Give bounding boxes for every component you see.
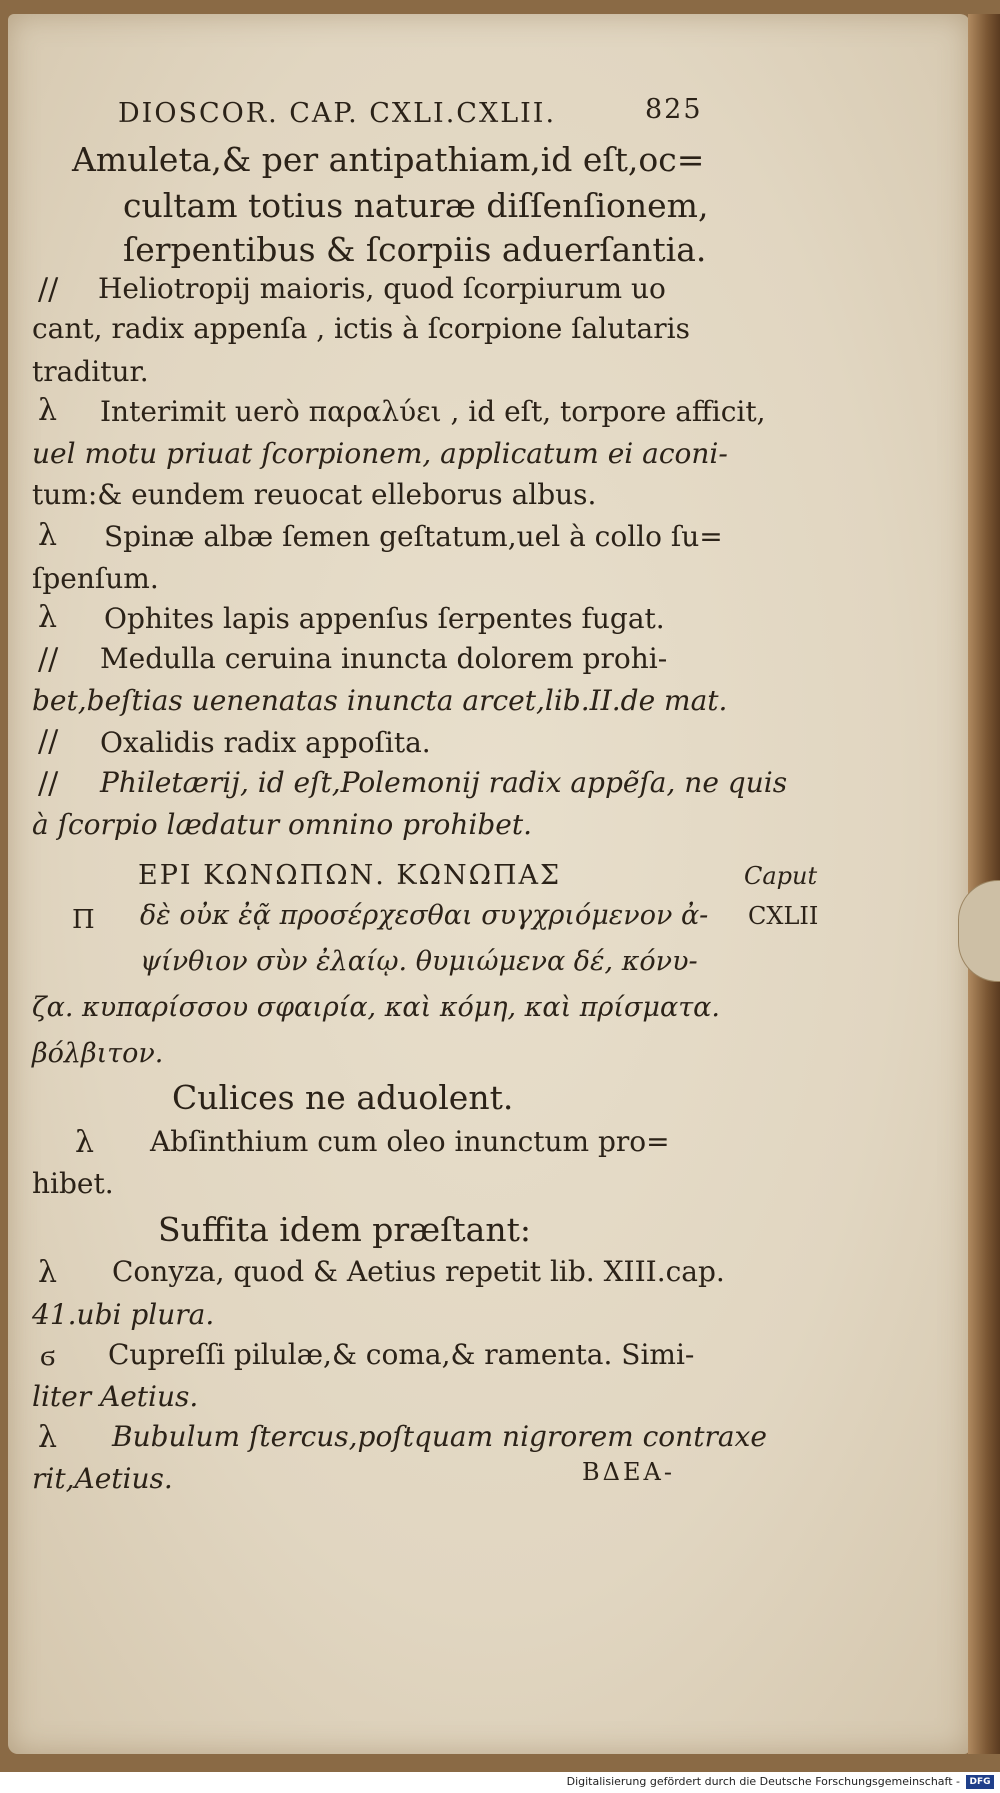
greek-line5: βόλβιτον. [32,1038,164,1069]
greek-line2: δὲ οὐκ ἐᾷ προσέρχεσθαι συγχριόμενον ἀ- [140,900,709,931]
entry-ophites: Ophites lapis appenſus ſerpentes fugat. [104,602,665,635]
entry-conyza-line1: Conyza, quod & Aetius repetit lib. XIII.cap. [112,1255,725,1288]
margin-mark: λ [38,600,58,635]
entry-cupressus-line2: liter Aetius. [32,1380,199,1413]
entry-absinthium-line2: hibet. [32,1167,114,1200]
entry-medulla-line2: bet,beſtias uenenatas inuncta arcet,lib.II.de mat. [32,684,728,717]
entry-heliotropium-line1: Heliotropij maioris, quod ſcorpiurum uo [98,272,666,305]
greek-line4: ζα. κυπαρίσσου σφαιρία, καὶ κόμη, καὶ πρίσματα. [32,992,720,1023]
side-note-caput: Caput [744,862,818,890]
greek-initial: Π [72,905,95,935]
entry-spina-line1: Spinæ albæ ſemen geſtatum,uel à collo ſu= [104,520,723,553]
greek-title: ΕΡΙ ΚΩΝΩΠΩΝ. ΚΩΝΩΠΑΣ [138,860,562,891]
entry-absinthium-line1: Abſinthium cum oleo inunctum pro= [150,1125,670,1158]
page-number: 825 [645,94,703,125]
footer-bar [0,1772,1000,1793]
footer-credit: Digitalisierung gefördert durch die Deutsche Forschungsgemeinschaft - [566,1775,960,1788]
running-title: DIOSCOR. CAP. CXLI.CXLII. [118,98,557,129]
heading-suffita: Suffita idem præſtant: [158,1210,531,1249]
margin-mark: // [38,766,59,801]
margin-mark: λ [38,1255,58,1290]
catchword: ΒΔΕΑ- [582,1458,675,1486]
greek-line3: ψίνθιον σὺν ἐλαίῳ. θυμιώμενα δέ, κόνυ- [140,946,698,977]
entry-medulla-line1: Medulla ceruina inuncta dolorem prohi- [100,642,668,675]
margin-mark: λ [38,393,58,428]
entry-bubulum-line2: rit,Aetius. [32,1462,173,1495]
margin-mark: λ [38,518,58,553]
entry-aconitum-line3: tum:& eundem reuocat elleborus albus. [32,478,597,511]
entry-spina-line2: ſpenſum. [32,562,159,595]
margin-mark: λ [38,1420,58,1455]
entry-heliotropium-line2: cant, radix appenſa , ictis à ſcorpione ſalutaris [32,312,690,345]
entry-bubulum-line1: Bubulum ſtercus,poſtquam nigrorem contraxe [112,1420,767,1453]
heading-amuleta-line2: cultam totius naturæ diſſenſionem, [123,186,709,225]
entry-philetaerium-line2: à ſcorpio lædatur omnino prohibet. [32,808,532,841]
entry-heliotropium-line3: traditur. [32,355,149,388]
margin-mark: // [38,724,59,759]
margin-mark: λ [75,1125,95,1160]
entry-aconitum-line2: uel motu priuat ſcorpionem, applicatum ei aconi- [32,437,728,470]
entry-aconitum-line1: Interimit uerò παραλύει , id eſt, torpore afficit, [100,395,766,428]
margin-mark: ϭ [40,1338,56,1373]
entry-oxalis: Oxalidis radix appoſita. [100,726,431,759]
side-note-number: CXLII [748,902,819,930]
margin-mark: // [38,642,59,677]
dfg-logo: DFG [966,1775,994,1789]
entry-cupressus-line1: Cupreſſi pilulæ,& coma,& ramenta. Simi- [108,1338,695,1371]
entry-conyza-line2: 41.ubi plura. [32,1298,215,1331]
heading-culices: Culices ne aduolent. [172,1078,514,1117]
entry-philetaerium-line1: Philetærij, id eſt,Polemonij radix appẽſa, ne quis [100,766,788,799]
heading-amuleta-line3: ſerpentibus & ſcorpiis aduerſantia. [123,230,707,269]
heading-amuleta-line1: Amuleta,& per antipathiam,id eſt,oc= [72,140,705,179]
margin-mark: // [38,272,59,307]
